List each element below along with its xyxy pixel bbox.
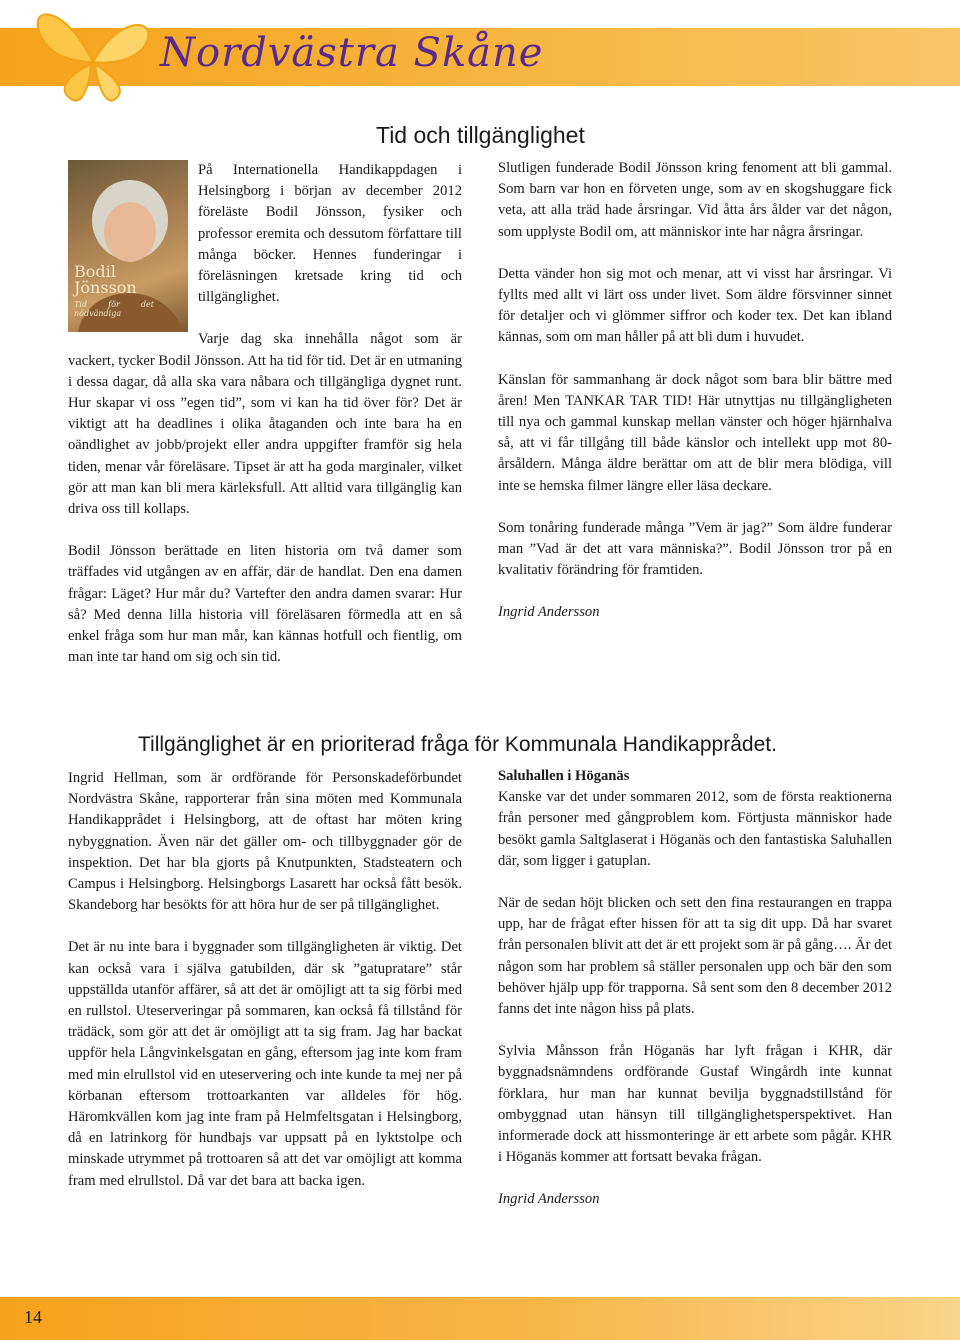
paragraph: Varje dag ska innehålla något som är vackert, tycker Bodil Jönsson. Att ha tid för tid. Det är en utmaning i dessa dagar, då alla ska vara nåbara och tillgängliga dygnet runt. Hur skapar vi oss ”egen tid”, som vi kan ha tid över för? Det är viktigt att ha deadlines i olika åtaganden och inte bara ha en oändlighet av jobb/projekt eller andra uppgifter framför sig hela tiden, menar vår föreläsare. Tipset är att ha goda marginaler, vilket gör att man kan bli mera kärleksfull. Att alltid vara tillgänglig kan driva oss till kollaps. — [68, 331, 462, 518]
paragraph: Bodil Jönsson berättade en liten historia om två damer som träffades vid utgången av en affär, där de handlat. Den ena damen frågar: Läget? Hur mår du? Vartefter den andra damen svarar: Hur så? Med denna lilla historia vill föreläsaren förmedla att en så enkel fråga som hur man mår, kan kännas hotfull och fientlig, om man inte tar hand om sig och sin tid. — [68, 543, 462, 666]
butterfly-icon — [18, 0, 168, 105]
paragraph: Detta vänder hon sig mot och menar, att vi visst har årsringar. Vi fyllts med allt vi lärt oss under livet. Som äldre försvinner sinnet för detaljer och vi glömmer siffror och koder tex. Det kan ibland kännas, som om man håller på att bli dum i huvudet. — [498, 265, 892, 346]
subheading: Saluhallen i Höganäs — [498, 768, 630, 784]
page-number: 14 — [24, 1307, 42, 1327]
author-signature: Ingrid Andersson — [498, 604, 600, 621]
author-signature: Ingrid Andersson — [498, 1191, 600, 1208]
paragraph: När de sedan höjt blicken och sett den fina restaurangen en trappa upp, har de frågat efter hissen för att ta sig dit upp. Då har svaret från personalen blivit att det är ett projekt som är på gång…. Är det någon som har problem så ställer personalen upp och bär den som behöver hjälp upp för trapporna. Så sent som den 8 december 2012 fanns det inte någon hiss på plats. — [498, 895, 892, 1018]
paragraph: På Internationella Handikappdagen i Helsingborg i början av december 2012 föreläste Bodil Jönsson, fysiker och professor eremita och dessutom författare till många böcker. Hennes funderingar i föreläsningen kretsade kring tid och tillgänglighet. — [198, 162, 462, 306]
article-heading-khr: Tillgänglighet är en prioriterad fråga för Kommunala Handikapprådet. — [138, 733, 777, 756]
article-heading-tid: Tid och tillgänglighet — [376, 122, 585, 148]
article2-left-column — [68, 768, 462, 1192]
article2-right-column — [498, 766, 892, 1211]
book-cover-author: Bodil Jönsson — [74, 262, 137, 297]
article1-left-column — [68, 160, 462, 668]
paragraph: Kanske var det under sommaren 2012, som de första reaktionerna från personer med gångproblem kom. Förtjusta människor hade besökt gamla Saltglaserat i Höganäs och den fantastiska Saluhallen där, som ligger i gatuplan. — [498, 789, 892, 869]
paragraph: Som tonåring funderade många ”Vem är jag?” Som äldre funderar man ”Vad är det att vara människa?”. Bodil Jönsson tror på en kvalitativ förändring för framtiden. — [498, 519, 892, 579]
book-cover-photo — [68, 160, 188, 332]
paragraph: Slutligen funderade Bodil Jönsson kring fenoment att bli gammal. Som barn var hon en förveten unge, som av en skogshuggare fick veta, att alla träd hade årsringar. Vid åtta års ålder var det någon, som upplyste Bodil om, att människor inte har några årsringar. — [498, 160, 892, 240]
paragraph: Känslan för sammanhang är dock något som bara blir bättre med åren! Men TANKAR TAR TID! Här utnyttjas nu tillgängligheten till nya och gammal kunskap mellan vänster och höger hjärnhalva så, att vi får tillgång till både känslor och intellekt upp mot 80-årsåldern. Många äldre berättar om att de blir mera blödiga, vill inte se hemska filmer längre eller läsa deckare. — [498, 371, 892, 494]
article1-right-column — [498, 158, 892, 624]
paragraph: Det är nu inte bara i byggnader som tillgängligheten är viktig. Det kan också vara i själva gatubilden, där sk ”gatupratare” står uppställda utanför affärer, så att det är omöjligt att ta sig förbi med en rullstol. Uteserveringar på sommaren, kan också få tillstånd för trädäck, som gör att det är omöjligt att ta sig fram. Jag har backat uppför hela Långvinkelsgatan en gång, eftersom jag inte kom fram med min elrullstol vid en uteservering och inte kunde ta mej ner på körbanan eftersom trottoarkanten var alldeles för hög. Häromkvällen kom jag inte fram på Helmfeltsgatan i Helsingborg, då en latrinkorg för hundbajs var uppsatt på en lyktstolpe och minskade utrymmet på trottoaren så att det var omöjligt att komma fram med elrullstol. Då var det bara att backa igen. — [68, 939, 462, 1189]
book-cover-subtitle: Tid för det nödvändiga — [74, 300, 154, 318]
footer-band — [0, 1297, 960, 1340]
paragraph: Sylvia Månsson från Höganäs har lyft frågan i KHR, där byggnadsnämndens ordförande Gustaf Wingårdh inte kunnat förklara, hur man har kunnat bevilja byggnadstillstånd för ombyggnad utan hänsyn till tillgänglighetsperspektivet. Han informerade dock att hissmonteringe är ett arbete som pågår. KHR i Höganäs kommer att fortsatt bevaka frågan. — [498, 1043, 892, 1166]
site-title: Nordvästra Skåne — [160, 30, 544, 76]
paragraph: Ingrid Hellman, som är ordförande för Personskadeförbundet Nordvästra Skåne, rapporterar från sina möten med Kommunala Handikapprådet i Helsingborg, att de oftast har möten kring nybyggnation. Även när det gäller om- och tillbyggnader gör de inspektion. Det har bla gjorts på Knutpunkten, Stadsteatern och Campus i Helsingborg. Helsingborgs Lasarett har också fått besök. Skandeborg har besökts för att höra hur de ser på tillgänglighet. — [68, 770, 462, 914]
